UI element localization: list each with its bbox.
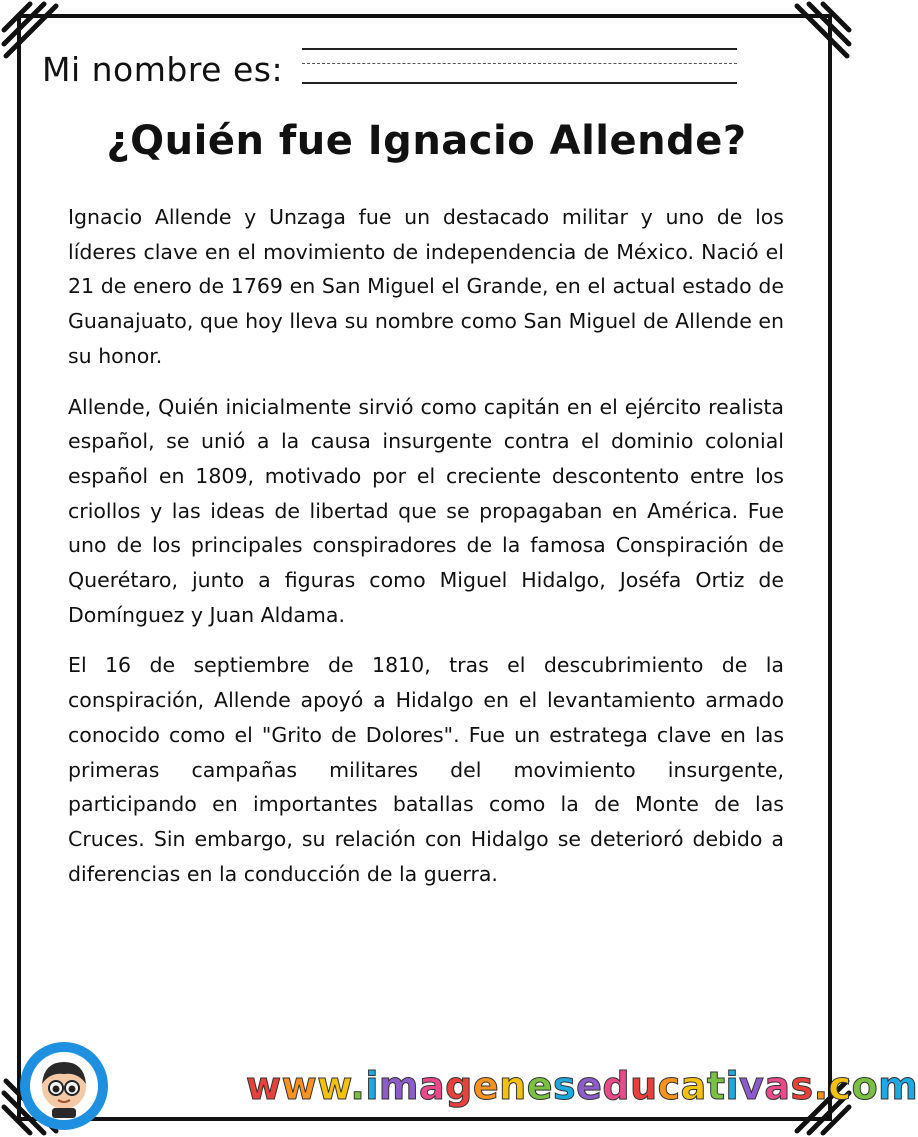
website-letter: a <box>680 1064 707 1108</box>
website-letter: d <box>602 1064 631 1108</box>
website-letter: e <box>472 1064 500 1108</box>
website-letter: t <box>706 1064 726 1108</box>
website-letter: a <box>764 1064 791 1108</box>
paragraph-2: Allende, Quién inicialmente sirvió como capitán en el ejército realista español, se unió a la causa insurgente contra el dominio colonial español en 1809, motivado por el creciente descontento entre los criollos y las ideas de libertad que se propagaban en América. Fue uno de los principales conspiradores de la famosa Conspiración de Querétaro, junto a figuras como Miguel Hidalgo, Joséfa Ortiz de Domínguez y Juan Aldama. <box>68 394 784 627</box>
website-letter: m <box>378 1064 419 1108</box>
website-letter: . <box>813 1064 829 1108</box>
website-letter: a <box>418 1064 446 1108</box>
website-letter: n <box>499 1064 527 1108</box>
website-letter: g <box>445 1064 473 1108</box>
name-line-bottom <box>302 82 737 84</box>
website-letter: s <box>552 1064 577 1108</box>
website-letter: i <box>365 1064 379 1108</box>
name-line-top <box>302 48 737 50</box>
website-letter: w <box>246 1064 282 1108</box>
website-letter: v <box>739 1064 765 1108</box>
website-letter: i <box>725 1064 740 1108</box>
paragraph-1: Ignacio Allende y Unzaga fue un destacado militar y uno de los líderes clave en el movimiento de independencia de México. Nació el 21 de enero de 1769 en San Miguel el Grande, en el actual estado de Guanajuato, que hoy lleva su nombre como San Miguel de Allende en su honor. <box>68 205 784 368</box>
website-letter: . <box>350 1064 366 1108</box>
name-write-lines[interactable] <box>302 48 737 88</box>
website-letter: e <box>526 1064 553 1108</box>
website-letter: c <box>828 1064 852 1108</box>
website-letter: m <box>878 1064 918 1108</box>
page-title: ¿Quién fue Ignacio Allende? <box>106 118 747 164</box>
site-logo <box>18 1040 110 1132</box>
website-url[interactable] <box>246 1064 918 1120</box>
corner-decoration-top-right <box>793 0 853 60</box>
website-letter: s <box>790 1064 814 1108</box>
paragraph-3: El 16 de septiembre de 1810, tras el descubrimiento de la conspiración, Allende apoyó a Hidalgo en el levantamiento armado conocido como el "Grito de Dolores". Fue un estratega clave en las primeras campañas militares del movimiento insurgente, participando en importantes batallas como la de Monte de las Cruces. Sin embargo, su relación con Hidalgo se deterioró debido a diferencias en la conducción de la guerra. <box>68 653 784 886</box>
website-letter: u <box>630 1064 658 1108</box>
website-letter: w <box>281 1064 318 1108</box>
name-label: Mi nombre es: <box>42 50 284 89</box>
website-letter: w <box>317 1064 351 1108</box>
website-letter: c <box>657 1064 681 1108</box>
website-letter: e <box>576 1064 603 1108</box>
name-line-middle <box>302 63 737 64</box>
website-letter: o <box>851 1064 879 1108</box>
reading-text <box>68 200 784 907</box>
